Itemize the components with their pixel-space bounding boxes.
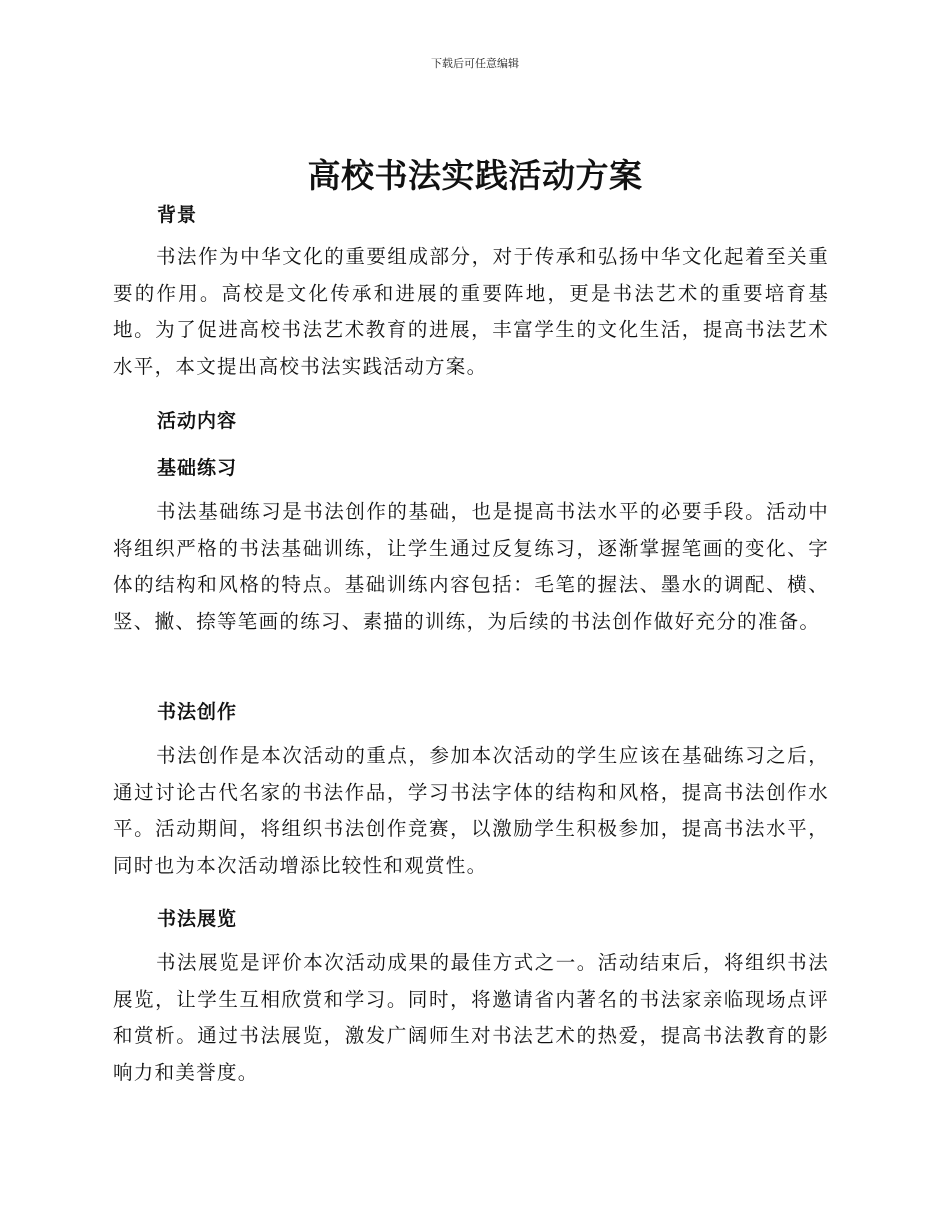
paragraph-exhibition: 书法展览是评价本次活动成果的最佳方式之一。活动结束后，将组织书法展览，让学生互相欣赏和学习。同时，将邀请省内著名的书法家亲临现场点评和赏析。通过书法展览，激发广阔师生对书法艺术的热爱，提高书法教育的影响力和美誉度。	[113, 951, 829, 1084]
paragraph-creation: 书法创作是本次活动的重点，参加本次活动的学生应该在基础练习之后，通过讨论古代名家的书法作品，学习书法字体的结构和风格，提高书法创作水平。活动期间，将组织书法创作竞赛，以激励学生积极参加，提高书法水平，同时也为本次活动增添比较性和观赏性。	[113, 744, 829, 877]
heading-basic-practice: 基础练习	[157, 457, 238, 479]
heading-background: 背景	[157, 204, 198, 226]
heading-activity-content: 活动内容	[157, 410, 238, 432]
header-note: 下载后可任意编辑	[431, 57, 519, 70]
heading-exhibition: 书法展览	[157, 908, 238, 930]
document-title: 高校书法实践活动方案	[307, 156, 643, 195]
paragraph-background: 书法作为中华文化的重要组成部分，对于传承和弘扬中华文化起着至关重要的作用。高校是文化传承和进展的重要阵地，更是书法艺术的重要培育基地。为了促进高校书法艺术教育的进展，丰富学生的文化生活，提高书法艺术水平，本文提出高校书法实践活动方案。	[113, 245, 829, 378]
heading-creation: 书法创作	[157, 701, 238, 723]
paragraph-basic-practice: 书法基础练习是书法创作的基础，也是提高书法水平的必要手段。活动中将组织严格的书法基础训练，让学生通过反复练习，逐渐掌握笔画的变化、字体的结构和风格的特点。基础训练内容包括：毛笔的握法、墨水的调配、横、竖、撇、捺等笔画的练习、素描的训练，为后续的书法创作做好充分的准备。	[113, 500, 829, 633]
